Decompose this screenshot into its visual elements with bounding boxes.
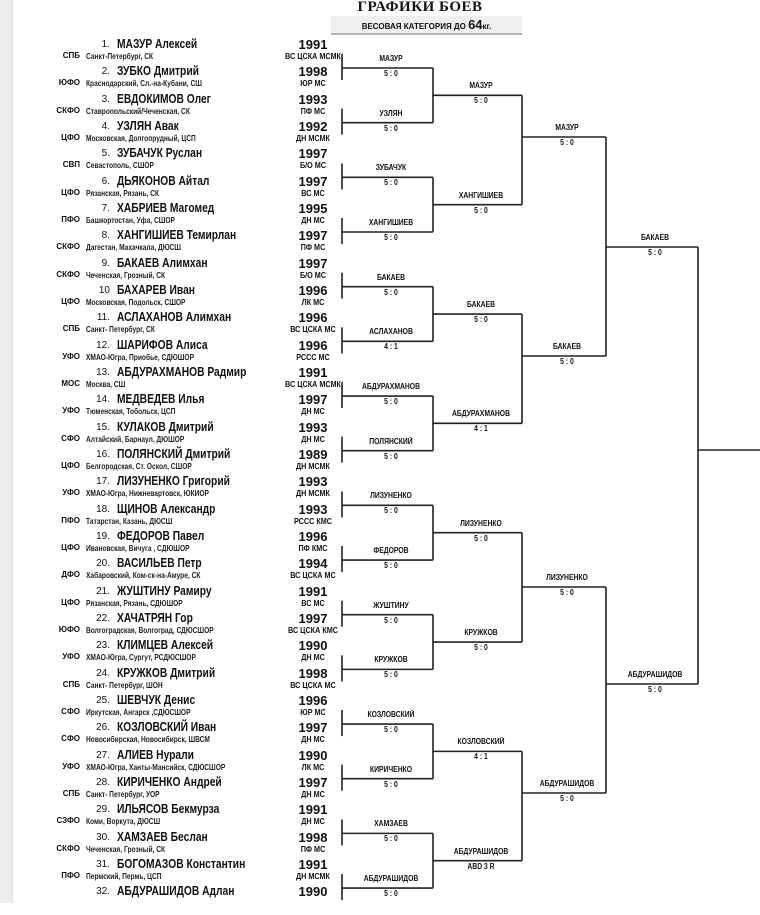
fighter-region: Санкт- Петербург, СК — [86, 324, 155, 335]
fighter-name: АЛИЕВ Нурали — [117, 747, 194, 762]
match-winner: ХАНГИШИЕВ — [458, 190, 503, 200]
fighter-name: ЖУШТИНУ Рамиру — [117, 583, 212, 598]
match-winner: ФЕДОРОВ — [372, 546, 409, 556]
match-winner: АБДУРАХМАНОВ — [361, 382, 420, 392]
fighter-rank: ВС ЦСКА МСМК — [285, 378, 341, 389]
fighter-rank: ПФ КМС — [298, 542, 328, 553]
weight-unit: кг. — [482, 22, 492, 31]
match-score: 5 : 0 — [383, 397, 398, 407]
fighter-rank: РССС МС — [296, 351, 330, 362]
match-winner: АБДУРАШИДОВ — [539, 779, 595, 788]
fighter-code: СКФО — [56, 105, 80, 115]
match-winner: УЗЛЯН — [379, 108, 402, 118]
fighter-region: Севастополь, СШОР — [86, 160, 154, 171]
match-winner: ХАНГИШИЕВ — [368, 218, 413, 227]
match-winner: ЛИЗУНЕНКО — [546, 573, 588, 582]
fighter-year: 1996 — [298, 337, 328, 353]
fighter-region: ХМАО-Югра, Нижневартовск, ЮКИОР — [86, 488, 209, 499]
fighter-name: КИРИЧЕНКО Андрей — [117, 774, 222, 789]
fighter-name: КЛИМЦЕВ Алексей — [117, 638, 214, 653]
fighter-region: Краснодарский, Сл.-на-Кубани, СШ — [86, 78, 202, 89]
fighter-name: КРУЖКОВ Дмитрий — [117, 665, 216, 680]
fighter-name: ПОЛЯНСКИЙ Дмитрий — [117, 446, 231, 461]
fighter-year: 1989 — [298, 446, 328, 462]
match-winner: КИРИЧЕНКО — [369, 764, 412, 774]
fighter-name: ХАБРИЕВ Магомед — [117, 200, 215, 215]
fighter-name: ЗУБАЧУК Руслан — [117, 146, 203, 161]
fighter-year: 1997 — [298, 610, 328, 626]
fighter-num: 29. — [96, 804, 110, 816]
fighter-code: УФО — [62, 652, 80, 662]
fighter-name: КОЗЛОВСКИЙ Иван — [117, 720, 217, 735]
fighter-year: 1996 — [298, 692, 328, 708]
fighter-num: 19. — [96, 530, 110, 542]
fighter-name: ХАНГИШИЕВ Темирлан — [117, 228, 237, 243]
fighter-rank: ЛК МС — [301, 761, 325, 772]
fighter-code: ПФО — [61, 214, 80, 224]
fighter-name: АБДУРАХМАНОВ Радмир — [117, 364, 247, 379]
match-score: 5 : 0 — [383, 506, 398, 516]
fighter-year: 1996 — [298, 310, 328, 326]
page-title: ГРАФИКИ БОЕВ — [357, 0, 483, 15]
weight-category-label: ВЕСОВАЯ КАТЕГОРИЯ ДО — [361, 22, 469, 31]
fighter-num: 30. — [96, 831, 110, 843]
match-winner: МАЗУР — [468, 81, 493, 91]
match-winner: АБДУРАШИДОВ — [453, 846, 508, 856]
fighter-code: СЗФО — [56, 816, 80, 826]
match-score: 5 : 0 — [383, 561, 398, 571]
fighter-rank: ВС МС — [301, 187, 325, 198]
fighter-code: ЦФО — [61, 187, 80, 197]
fighter-name: ИЛЬЯСОВ Бекмурза — [117, 802, 220, 817]
fighter-code: ЦФО — [61, 460, 80, 470]
fighter-region: ХМАО-Югра, Сургут, РСДЮСШОР — [86, 652, 196, 663]
fighter-region: Хабаровский, Ком-ск-на-Амуре, СК — [86, 570, 201, 581]
fighter-year: 1997 — [298, 774, 328, 790]
fighter-year: 1997 — [298, 146, 328, 162]
fighter-rank: ВС МС — [301, 597, 325, 608]
fighter-num: 6. — [101, 175, 110, 187]
fighter-year: 1997 — [298, 173, 328, 189]
fighter-year: 1997 — [298, 255, 328, 271]
fighter-num: 12. — [96, 339, 110, 351]
fighter-code: СФО — [61, 734, 80, 744]
match-score: 5 : 0 — [383, 725, 398, 735]
fighter-num: 18. — [96, 503, 110, 515]
fighter-rank: ДН МС — [301, 788, 325, 799]
fighter-year: 1996 — [298, 528, 328, 544]
fighter-code: СКФО — [56, 269, 80, 279]
fighter-name: АСЛАХАНОВ Алимхан — [117, 310, 232, 325]
fighter-rank: ВС ЦСКА МС — [290, 570, 336, 581]
match-score: 5 : 0 — [383, 889, 398, 899]
fighter-year: 1998 — [298, 829, 328, 845]
fighter-region: ХМАО-Югра, Приобье, СДЮШОР — [86, 351, 195, 362]
fighter-rank: ЮР МС — [300, 706, 326, 717]
match-score: 5 : 0 — [383, 123, 398, 133]
fighter-name: ЩИНОВ Александр — [117, 501, 216, 516]
fighter-year: 1991 — [298, 583, 328, 599]
fighter-num: 9. — [101, 257, 110, 269]
fighter-code: ЦФО — [61, 542, 80, 552]
fighter-rank: ЮР МС — [300, 78, 326, 89]
fighter-num: 8. — [101, 230, 110, 242]
fighter-year: 1997 — [298, 392, 328, 408]
match-score: 5 : 0 — [383, 69, 398, 78]
fighter-year: 1993 — [298, 419, 328, 435]
fighter-code: СКФО — [56, 843, 80, 853]
match-winner: КРУЖКОВ — [463, 628, 498, 638]
match-score: 5 : 0 — [560, 138, 574, 147]
fighter-year: 1991 — [298, 37, 328, 52]
fighter-rank: ДН МС — [301, 816, 325, 827]
fighter-year: 1993 — [298, 501, 328, 517]
fighter-num: 16. — [96, 448, 110, 460]
fighter-num: 1. — [101, 39, 110, 50]
fighter-rank: ПФ МС — [300, 843, 326, 854]
fighter-rank: ДН МС — [301, 734, 325, 745]
fighter-code: СПБ — [62, 788, 80, 798]
fighter-num: 2. — [101, 66, 110, 78]
fighter-name: КУЛАКОВ Дмитрий — [117, 419, 214, 434]
fighter-code: ДФО — [61, 570, 80, 580]
fighter-code: УФО — [62, 761, 80, 771]
fighter-num: 28. — [96, 776, 110, 788]
fighter-rank: ВС ЦСКА МС — [290, 679, 336, 690]
fighter-name: БОГОМАЗОВ Константин — [117, 856, 246, 871]
fighter-year: 1991 — [298, 364, 328, 380]
fighter-rank: ДН МСМК — [296, 870, 330, 881]
fighter-rank: Б/О МС — [299, 160, 327, 171]
fighter-rank: ДН МС — [301, 652, 325, 663]
fighter-region: Санкт- Петербург, УОР — [86, 788, 160, 799]
fighter-region: Московская, Подольск, СШОР — [86, 296, 186, 307]
fighter-num: 3. — [101, 93, 110, 105]
fighter-num: 7. — [101, 202, 110, 214]
match-score: 5 : 0 — [560, 794, 574, 803]
fighter-rank: Б/О МС — [299, 269, 327, 280]
fighter-year: 1992 — [298, 118, 328, 134]
fighter-region: Белгородская, Ст. Оскол, СШОР — [86, 460, 192, 471]
fighter-rank: ДН МСМК — [296, 132, 330, 143]
fighter-code: ПФО — [61, 870, 80, 880]
fighter-name: АБДУРАШИДОВ Адлан — [117, 884, 235, 899]
match-score: 5 : 0 — [648, 248, 662, 257]
fighter-code: СПБ — [62, 679, 80, 689]
fighter-region: Ивановская, Вичуга , СДЮШОР — [86, 542, 190, 553]
fighter-year: 1997 — [298, 228, 328, 244]
fighter-region: Санкт-Петербург, СК — [86, 51, 154, 61]
fighter-name: МЕДВЕДЕВ Илья — [117, 392, 205, 407]
match-winner: КОЗЛОВСКИЙ — [366, 710, 415, 720]
match-winner: МАЗУР — [378, 54, 403, 63]
match-winner: ЖУШТИНУ — [372, 600, 409, 610]
fighter-rank: РССС КМС — [294, 515, 332, 526]
fighter-rank: ДН МСМК — [296, 488, 330, 499]
fighter-rank: ДН МС — [301, 433, 325, 444]
fighter-num: 15. — [96, 421, 110, 433]
fighter-region: Волгоградская, Волгоград, СДЮСШОР — [86, 624, 214, 635]
fighter-year: 1990 — [298, 884, 328, 900]
match-score: 5 : 0 — [473, 643, 488, 653]
fighter-num: 13. — [96, 366, 110, 378]
fighter-rank: ДН МСМК — [296, 460, 330, 471]
fighter-region: Рязанская, Рязань, СДЮШОР — [86, 597, 183, 608]
fighter-num: 32. — [96, 886, 110, 898]
match-winner: КРУЖКОВ — [373, 655, 408, 665]
fighter-code: ЮФО — [58, 624, 80, 634]
match-winner: БАКАЕВ — [466, 300, 495, 309]
fighter-rank: ПФ МС — [300, 242, 326, 253]
fighter-region: Дагестан, Махачкала, ДЮСШ — [86, 242, 181, 253]
match-winner: ЛИЗУНЕНКО — [369, 491, 412, 501]
match-score: 5 : 0 — [473, 315, 488, 324]
fighter-code: СПБ — [62, 51, 80, 60]
match-score: 5 : 0 — [383, 451, 398, 461]
match-winner: АБДУРАХМАНОВ — [451, 409, 510, 419]
fighter-num: 22. — [96, 612, 110, 624]
fighter-region: Татарстан, Казань, ДЮСШ — [86, 515, 173, 526]
fighter-region: Рязанская, Рязань, СК — [86, 187, 160, 198]
fighter-num: 11. — [96, 312, 110, 324]
fighter-code: УФО — [62, 488, 80, 498]
fighter-name: ДЬЯКОНОВ Айтал — [117, 173, 210, 188]
match-winner: МАЗУР — [555, 123, 579, 132]
fighter-region: Башкортостан, Уфа, СШОР — [86, 214, 175, 225]
fighter-code: СВП — [62, 160, 80, 170]
match-winner: АБДУРАШИДОВ — [627, 670, 683, 679]
match-score: 5 : 0 — [383, 233, 398, 242]
fighter-year: 1991 — [298, 856, 328, 872]
match-score: 5 : 0 — [383, 615, 398, 625]
fighter-region: Пермский, Пермь, ЦСП — [86, 870, 162, 881]
fighter-name: БАХАРЕВ Иван — [117, 282, 195, 297]
fighter-rank: ЛК МС — [301, 296, 325, 307]
match-score: ABD 3 R — [466, 861, 495, 871]
fighter-region: Московская, Долгопрудный, ЦСП — [86, 132, 196, 143]
fighter-region: Ставропольский/Чеченская, СК — [86, 105, 190, 116]
fighter-year: 1991 — [298, 802, 328, 818]
match-winner: ХАМЗАЕВ — [373, 819, 408, 829]
fighter-num: 25. — [96, 694, 110, 706]
fighter-name: ЗУБКО Дмитрий — [117, 64, 199, 79]
fighter-code: ЦФО — [61, 132, 80, 142]
fighter-rank: ПФ МС — [300, 105, 326, 116]
fighter-num: 20. — [96, 558, 110, 570]
fighter-region: Тюменская, Тобольск, ЦСП — [86, 406, 176, 417]
fighter-region: Алтайский, Барнаул, ДЮШОР — [86, 433, 185, 444]
fighter-code: ЮФО — [58, 78, 80, 88]
fighter-name: ШАРИФОВ Алиса — [117, 337, 208, 352]
match-score: 5 : 0 — [383, 178, 398, 188]
fighter-rank: ВС ЦСКА МСМК — [285, 51, 341, 61]
fighter-num: 5. — [101, 148, 110, 160]
match-score: 5 : 0 — [383, 779, 398, 789]
match-score: 5 : 0 — [383, 670, 398, 680]
match-winner: ЗУБАЧУК — [375, 163, 406, 173]
match-score: 4 : 1 — [473, 424, 488, 434]
fighter-code: ЦФО — [61, 597, 80, 607]
fighter-region: Москва, СШ — [86, 378, 126, 389]
match-winner: АСЛАХАНОВ — [368, 327, 413, 337]
fighter-name: ХАМЗАЕВ Беслан — [117, 829, 208, 844]
match-score: 5 : 0 — [473, 96, 488, 106]
fighter-year: 1990 — [298, 747, 328, 763]
fighter-name: ФЕДОРОВ Павел — [117, 528, 205, 543]
fighter-num: 27. — [96, 749, 110, 761]
fighter-rank: ВС ЦСКА МС — [290, 324, 336, 335]
match-score: 5 : 0 — [560, 357, 574, 366]
fighter-region: Иркутская, Ангарск ,СДЮСШОР — [86, 706, 191, 717]
fighter-year: 1990 — [298, 638, 328, 654]
fighter-code: УФО — [62, 351, 80, 361]
fighter-year: 1998 — [298, 665, 328, 681]
fighter-code: СПБ — [62, 324, 80, 334]
match-score: 5 : 0 — [560, 588, 574, 597]
match-winner: БАКАЕВ — [552, 342, 582, 351]
fighter-name: БАКАЕВ Алимхан — [117, 255, 208, 270]
match-score: 4 : 1 — [383, 342, 398, 352]
fighter-region: Чеченская, Грозный, СК — [86, 843, 166, 854]
fighter-year: 1993 — [298, 91, 328, 107]
fighter-rank: ДН МС — [301, 406, 325, 417]
match-winner: АБДУРАШИДОВ — [363, 874, 418, 884]
fighter-name: УЗЛЯН Авак — [117, 118, 179, 133]
match-score: 5 : 0 — [473, 205, 488, 215]
fighter-year: 1994 — [298, 556, 328, 572]
fighter-region: Чеченская, Грозный, СК — [86, 269, 166, 280]
fighter-num: 23. — [96, 640, 110, 652]
match-winner: БАКАЕВ — [640, 233, 670, 242]
fighter-num: 21. — [96, 585, 110, 597]
fighter-num: 14. — [96, 394, 110, 406]
fighter-region: ХМАО-Югра, Ханты-Мансийск, СДЮСШОР — [86, 761, 226, 772]
fighter-code: СФО — [61, 706, 80, 716]
fighter-code: ПФО — [61, 515, 80, 525]
match-score: 4 : 1 — [473, 752, 488, 762]
fighter-num: 4. — [101, 120, 110, 132]
fighter-name: ШЕВЧУК Денис — [117, 692, 196, 707]
match-winner: БАКАЕВ — [376, 272, 405, 282]
fighter-region: Санкт- Петербург, ШОН — [86, 679, 163, 690]
fighter-name: МАЗУР Алексей — [117, 37, 198, 51]
fighter-num: 10 — [98, 284, 110, 296]
fighter-rank: ДН МС — [301, 214, 325, 225]
match-winner: КОЗЛОВСКИЙ — [456, 737, 505, 747]
fighter-name: ХАЧАТРЯН Гор — [117, 610, 193, 625]
match-winner: ПОЛЯНСКИЙ — [368, 436, 413, 446]
fighter-year: 1996 — [298, 282, 328, 298]
fighter-year: 1997 — [298, 720, 328, 736]
fighter-code: ЦФО — [61, 296, 80, 306]
match-score: 5 : 0 — [383, 287, 398, 297]
fighter-name: ЛИЗУНЕНКО Григорий — [117, 474, 230, 489]
fighter-code: УФО — [62, 406, 80, 416]
fighter-year: 1995 — [298, 200, 328, 216]
fighter-rank: ВС ЦСКА КМС — [288, 624, 338, 635]
fighter-name: ВАСИЛЬЕВ Петр — [117, 556, 202, 571]
fighter-code: СКФО — [56, 242, 80, 252]
fighter-region: Новосибирская, Новосибирск, ШВСМ — [86, 734, 210, 745]
fighter-year: 1993 — [298, 474, 328, 490]
fighter-year: 1998 — [298, 64, 328, 80]
match-winner: ЛИЗУНЕНКО — [459, 518, 502, 528]
fighter-code: МОС — [61, 378, 80, 388]
match-score: 5 : 0 — [383, 834, 398, 844]
weight-value: 64 — [468, 17, 483, 32]
fighter-num: 31. — [96, 858, 110, 870]
fighter-num: 24. — [96, 667, 110, 679]
match-score: 5 : 0 — [648, 685, 662, 694]
match-score: 5 : 0 — [473, 533, 488, 543]
fighter-num: 26. — [96, 722, 110, 734]
fighter-code: СФО — [61, 433, 80, 443]
fighter-region: Коми, Воркута, ДЮСШ — [86, 816, 161, 827]
fighter-name: ЕВДОКИМОВ Олег — [117, 91, 211, 106]
fighter-num: 17. — [96, 476, 110, 488]
